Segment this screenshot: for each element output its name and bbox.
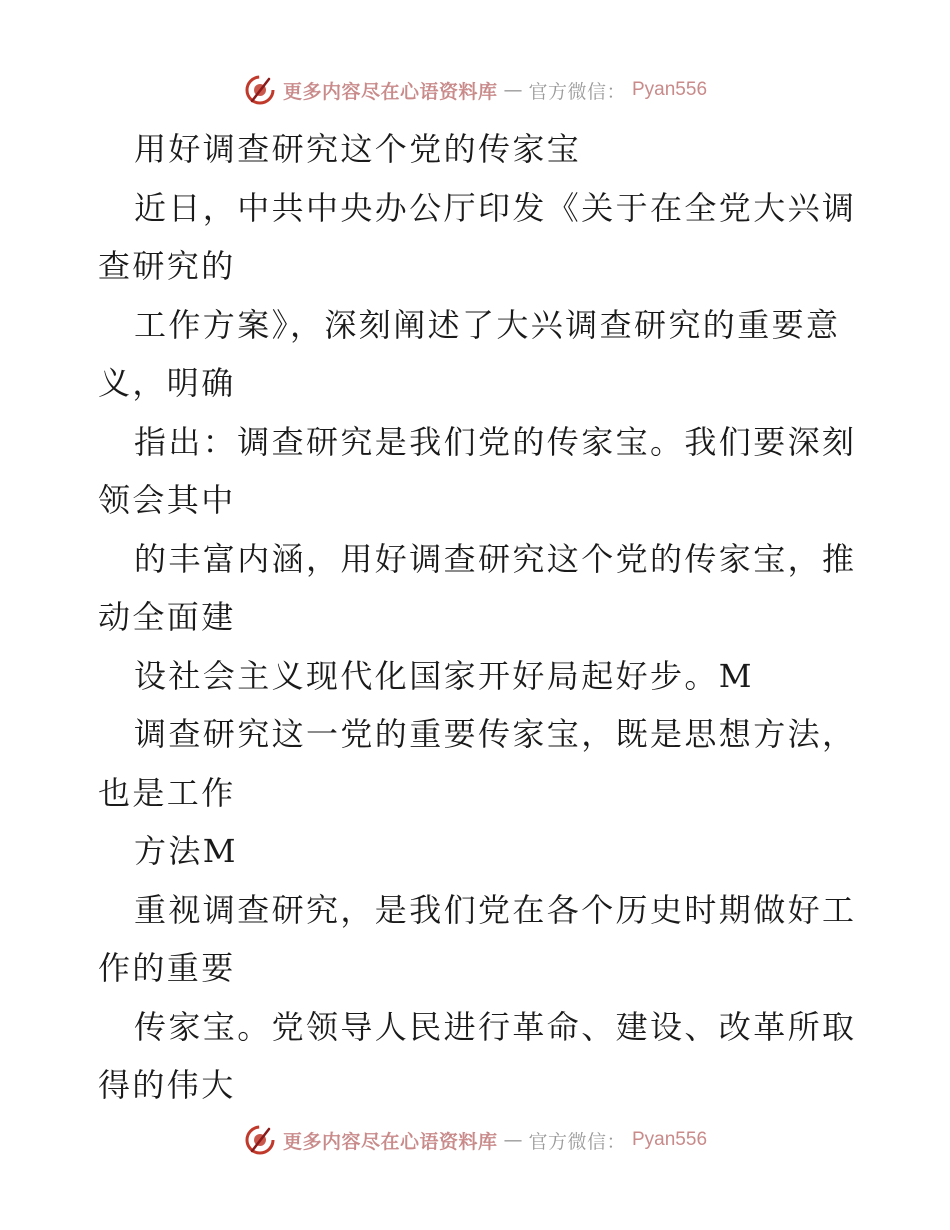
document-title: 用好调查研究这个党的传家宝: [134, 130, 582, 168]
text-line: 领会其中: [98, 481, 236, 519]
text-line: 的丰富内涵，用好调查研究这个党的传家宝，推: [134, 539, 857, 578]
text-line: 工作方案》，深刻阐述了大兴调查研究的重要意: [134, 305, 841, 344]
text-line: 义，明确: [98, 364, 236, 402]
watermark-sub-text: 官方微信：: [528, 80, 626, 103]
text-line: 方法M: [134, 832, 238, 870]
watermark-sub-text: 官方微信：: [528, 1130, 626, 1153]
text-line: 重视调查研究，是我们党在各个历史时期做好工: [134, 890, 857, 929]
pen-swirl-logo-icon: [243, 1123, 277, 1157]
watermark-dash: —: [503, 1129, 523, 1151]
text-line: 指出：调查研究是我们党的传家宝。我们要深刻: [134, 422, 857, 461]
text-line: 动全面建: [98, 598, 236, 636]
watermark-main-text: 更多内容尽在心语资料库: [282, 80, 498, 103]
pen-swirl-logo-icon: [243, 73, 277, 107]
text-line: 得的伟大: [98, 1066, 236, 1104]
footer-watermark: [0, 1120, 950, 1160]
text-line: 调查研究这一党的重要传家宝，既是思想方法，: [134, 715, 857, 753]
header-watermark: [0, 70, 950, 110]
watermark-main-text: 更多内容尽在心语资料库: [282, 1130, 498, 1153]
watermark-account: Pyan556: [632, 1129, 708, 1150]
text-line: 设社会主义现代化国家开好局起好步。M: [134, 656, 754, 695]
document-body: [98, 120, 858, 1115]
text-line: 近日，中共中央办公厅印发《关于在全党大兴调: [134, 188, 857, 227]
text-line: 也是工作: [98, 773, 236, 812]
watermark-dash: —: [503, 79, 523, 101]
text-line: 作的重要: [98, 949, 236, 987]
watermark-account: Pyan556: [632, 79, 708, 100]
text-line: 传家宝。党领导人民进行革命、建设、改革所取: [134, 1007, 857, 1046]
text-line: 查研究的: [98, 247, 236, 285]
